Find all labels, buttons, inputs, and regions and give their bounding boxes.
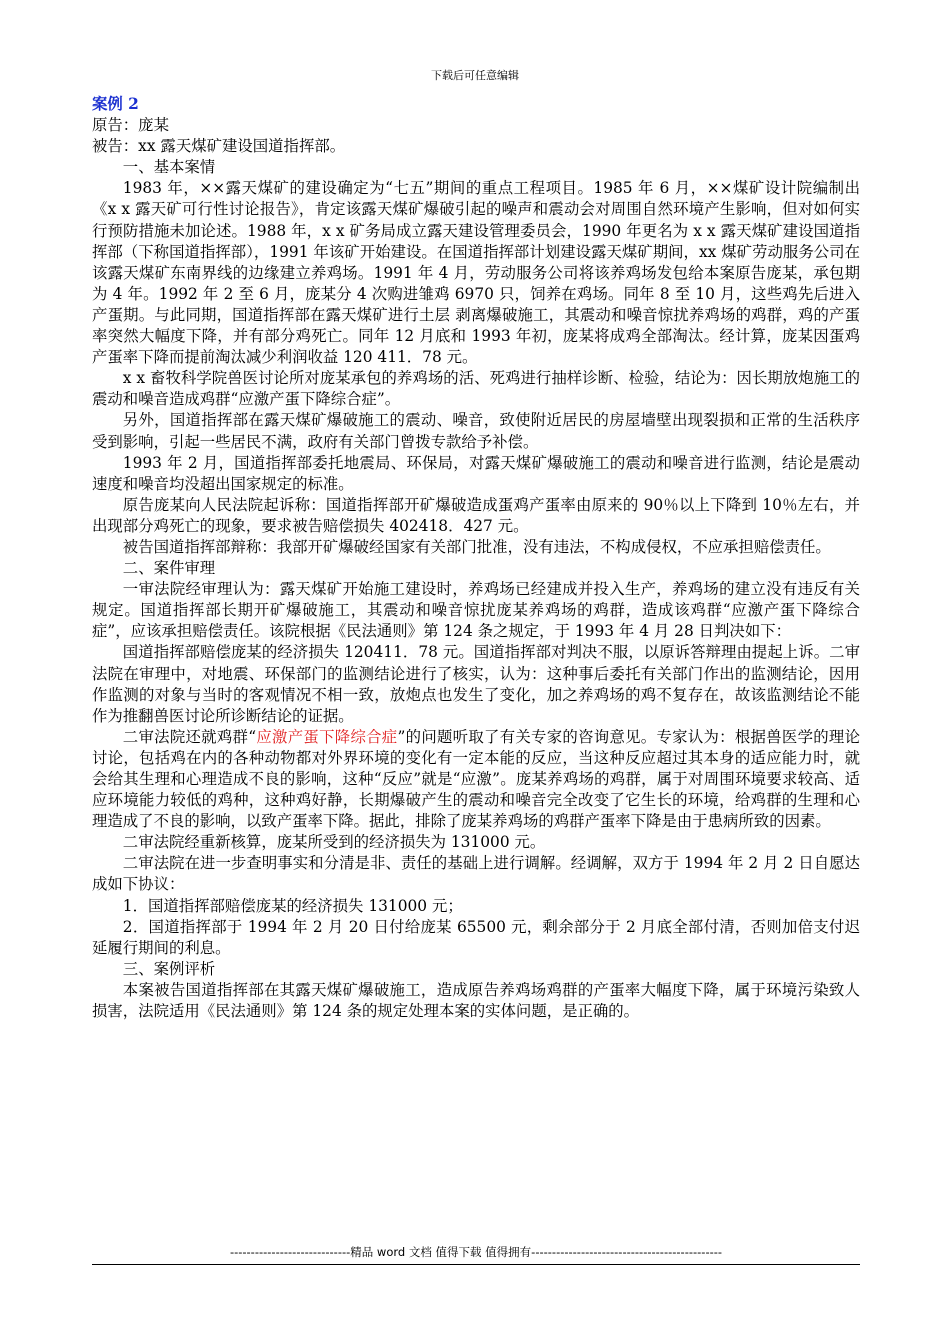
document-body <box>92 94 860 1022</box>
trial-paragraph-4: 二审法院经重新核算，庞某所受到的经济损失为 131000 元。 <box>122 833 546 852</box>
plaintiff-line: 原告：庞某 <box>92 116 169 135</box>
facts-paragraph-6: 被告国道指挥部辩称：我部开矿爆破经国家有关部门批准，没有违法，不构成侵权，不应承担赔偿责任。 <box>122 537 831 556</box>
trial-p3-rest: ”的问题听取了有关专家的咨询意见。专家认为：根据兽医学的理论讨论，包括鸡在内的各种动物都对外界环境的变化有一定本能的反应，当这种反应超过其本身的适应能力时，就会给其生理和心理造成不良的影响，这种“反应”就是“应激”。庞某养鸡场的鸡群，属于对周围环境要求较高、适应环境能力较低的鸡种，这种鸡好静，长期爆破产生的震动和噪音完全改变了它生长的环境，给鸡群的生理和心理造成了不良的影响，以致产蛋率下降。据此，排除了庞某养鸡场的鸡群产蛋率下降是由于患病所致的因素。 <box>92 727 860 831</box>
page-header: 下载后可任意编辑 <box>431 69 519 82</box>
facts-paragraph-2: x x 畜牧科学院兽医讨论所对庞某承包的养鸡场的活、死鸡进行抽样诊断、检验，结论为：因长期放炮施工的震动和噪音造成鸡群“应激产蛋下降综合症”。 <box>92 369 860 409</box>
section-heading-analysis: 三、案例评析 <box>122 959 216 978</box>
page-footer: -----------------------------精品 word 文档 值得下载 值得拥有---------------------------------------------- <box>229 1245 723 1259</box>
facts-paragraph-4: 1993 年 2 月，国道指挥部委托地震局、环保局，对露天煤矿爆破施工的震动和噪音进行监测，结论是震动速度和噪音均没超出国家规定的标准。 <box>92 453 860 493</box>
agreement-item-2: 2．国道指挥部于 1994 年 2 月 20 日付给庞某 65500 元，剩余部分于 2 月底全部付清，否则加倍支付迟延履行期间的利息。 <box>92 917 860 957</box>
trial-paragraph-2: 国道指挥部赔偿庞某的经济损失 120411．78 元。国道指挥部对判决不服，以原诉答辩理由提起上诉。二审法院在审理中，对地震、环保部门的监测结论进行了核实，认为：这种事后委托有关部门作出的监测结论，因用作监测的对象与当时的客观情况不相一致，放炮点也发生了变化，加之养鸡场的鸡不复存在，故该监测结论不能作为推翻兽医讨论所诊断结论的证据。 <box>92 643 860 725</box>
section-heading-trial: 二、案件审理 <box>122 559 216 578</box>
facts-paragraph-5: 原告庞某向人民法院起诉称：国道指挥部开矿爆破造成蛋鸡产蛋率由原来的 90％以上下降到 10％左右，并出现部分鸡死亡的现象，要求被告赔偿损失 402418．427 元。 <box>92 495 860 535</box>
defendant-line: 被告：xx 露天煤矿建设国道指挥部。 <box>92 137 346 156</box>
facts-paragraph-1: 1983 年，××露天煤矿的建设确定为“七五”期间的重点工程项目。1985 年 6 月，××煤矿设计院编制出《x x 露天矿可行性讨论报告》，肯定该露天煤矿爆破引起的噪声和震动会对周围自然环境产生影响，但对如何实行预防措施未加论述。1988 年，x x 矿务局成立露天建设管理委员会，1990 年更名为 x x 露天煤矿建设国道指挥部（下称国道指挥部），1991 年该矿开始建设。在国道指挥部计划建设露天煤矿期间，xx 煤矿劳动服务公司在该露天煤矿东南界线的边缘建立养鸡场。1991 年 4 月，劳动服务公司将该养鸡场发包给本案原告庞某，承包期为 4 年。1992 年 2 至 6 月，庞某分 4 次购进雏鸡 6970 只，饲养在鸡场。同年 8 至 10 月，这些鸡先后进入产蛋期。与此同期，国道指挥部在露天煤矿进行土层 剥离爆破施工，其震动和噪音惊扰养鸡场的鸡群，鸡的产蛋率突然大幅度下降，并有部分鸡死亡。同年 12 月底和 1993 年初，庞某将成鸡全部淘汰。经计算，庞某因蛋鸡产蛋率下降而提前淘汰减少利润收益 120 411．78 元。 <box>92 179 860 367</box>
highlighted-term: 应激产蛋下降综合症 <box>256 727 398 746</box>
case-title: 案例 2 <box>92 95 139 113</box>
trial-paragraph-3 <box>92 727 860 832</box>
section-heading-facts: 一、基本案情 <box>122 158 216 177</box>
trial-paragraph-1: 一审法院经审理认为：露天煤矿开始施工建设时，养鸡场已经建成并投入生产，养鸡场的建立没有违反有关规定。国道指挥部长期开矿爆破施工，其震动和噪音惊扰庞某养鸡场的鸡群，造成该鸡群“应激产蛋下降综合症”，应该承担赔偿责任。该院根据《民法通则》第 124 条之规定，于 1993 年 4 月 28 日判决如下： <box>92 580 860 641</box>
facts-paragraph-3: 另外，国道指挥部在露天煤矿爆破施工的震动、噪音，致使附近居民的房屋墙壁出现裂损和正常的生活秩序受到影响，引起一些居民不满，政府有关部门曾拨专款给予补偿。 <box>92 411 860 451</box>
agreement-item-1: 1．国道指挥部赔偿庞某的经济损失 131000 元； <box>122 896 463 915</box>
footer-divider <box>92 1264 860 1265</box>
trial-p3-start: 二审法院还就鸡群“ <box>122 727 257 746</box>
trial-paragraph-5: 二审法院在进一步查明事实和分清是非、责任的基础上进行调解。经调解，双方于 1994 年 2 月 2 日自愿达成如下协议： <box>92 854 860 894</box>
analysis-paragraph-1: 本案被告国道指挥部在其露天煤矿爆破施工，造成原告养鸡场鸡群的产蛋率大幅度下降，属于环境污染致人损害，法院适用《民法通则》第 124 条的规定处理本案的实体问题，是正确的。 <box>92 980 860 1021</box>
